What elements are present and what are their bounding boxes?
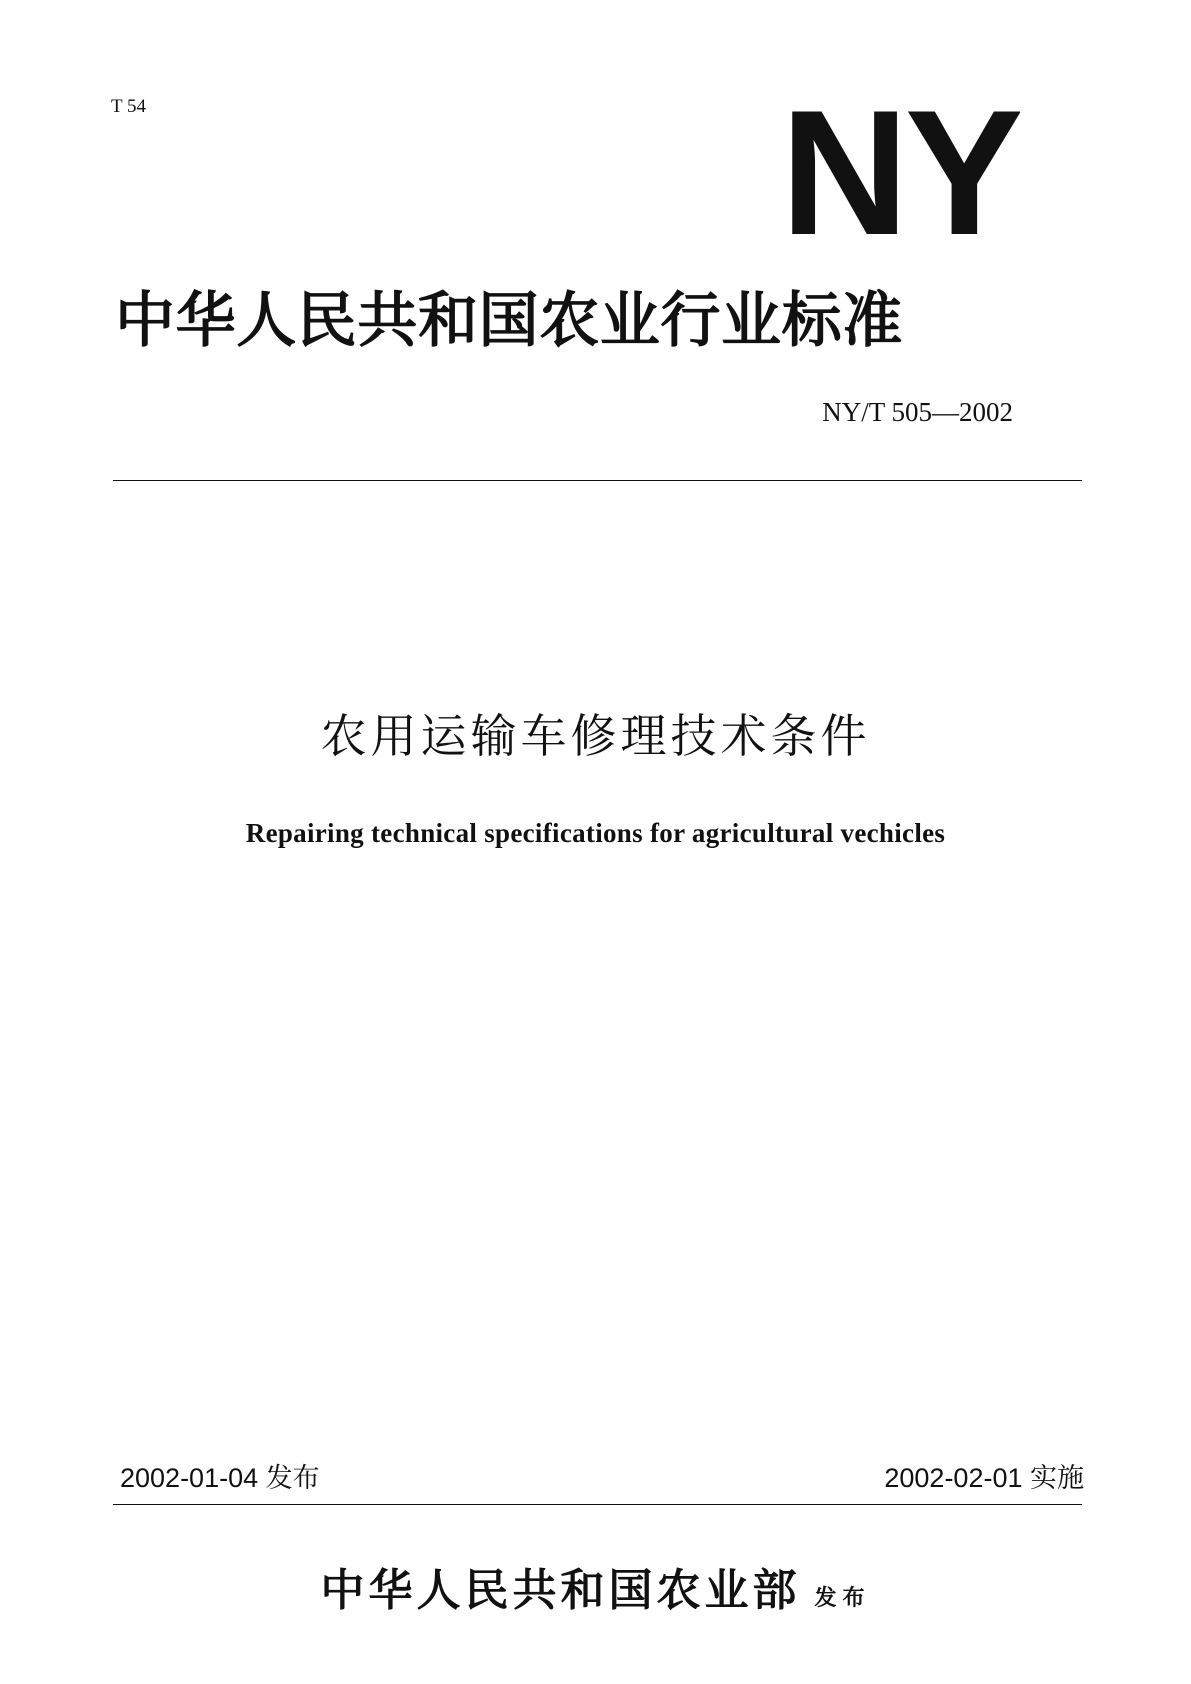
header-divider	[113, 480, 1082, 481]
issue-date: 2002-01-04 发布	[120, 1463, 320, 1493]
ny-logo	[780, 92, 1020, 242]
document-title-english: Repairing technical specifications for agricultural vechicles	[245, 818, 946, 848]
standard-type-heading: 中华人民共和国农业行业标准	[115, 286, 903, 356]
standard-number: NY/T 505—2002	[822, 397, 1013, 427]
publisher-line	[0, 1554, 1191, 1618]
document-title-chinese: 农用运输车修理技术条件	[320, 709, 871, 763]
implementation-date: 2002-02-01 实施	[884, 1463, 1084, 1493]
standard-classification-code: T 54	[111, 96, 147, 117]
ny-logo-text: NY	[780, 92, 1020, 242]
footer-divider	[113, 1504, 1082, 1505]
publisher-action: 发布	[814, 1585, 871, 1611]
publisher-name: 中华人民共和国农业部	[320, 1565, 801, 1616]
